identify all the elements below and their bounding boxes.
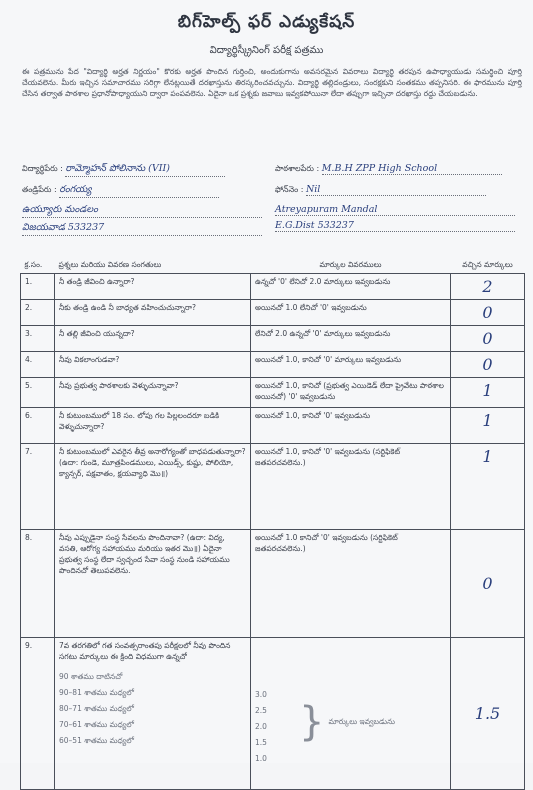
range-item: 60–51 శాతము మధ్యలో [59,736,134,745]
row-question-9 [55,638,251,790]
row-sno: 2. [21,300,55,326]
row-instruction: అయినచో 1.0, కానిచో '0' ఇవ్వబడును [251,408,451,444]
row-mark: 1 [451,444,525,530]
range-item: 90 శాతము దాటినచో [59,672,123,681]
student-field: విద్యార్థిపేరు : రామ్మోహన్ పోలినాను (VII) [22,163,272,177]
row-question: నీ తండ్రి జీవించి ఉన్నారా? [55,274,251,300]
table-row [21,408,525,444]
table-header-row [21,258,525,274]
header-marks: వచ్చిన మార్కులు [462,260,513,269]
brace-icon: } [299,699,325,745]
father-label: తండ్రిపేరు [22,185,52,194]
header-sno: క్ర.సం. [24,260,43,269]
table-row [21,530,525,638]
father-value: రంగయ్య [59,184,219,198]
row-mark: 0 [451,352,525,378]
row-mark: 0 [451,530,525,638]
address-left [22,204,272,236]
row-sno: 9. [21,638,55,790]
score-value: 3.0 [255,690,267,699]
score-value: 1.5 [255,738,267,747]
phone-field: ఫోన్‌నెం : Nil [275,184,525,196]
student-label: విద్యార్థిపేరు [22,164,58,173]
score-block [255,687,446,767]
row-instruction: అయినచో 1.0, కానిచో '0' మార్కులు ఇవ్వబడును [251,352,451,378]
row-mark: 1.5 [451,638,525,790]
page-subtitle: విద్యార్థిస్క్రీనింగ్ పరీక్ష పత్రము [209,45,324,56]
range-item: 70–61 శాతము మధ్యలో [59,720,134,729]
row-question: నీవు ఎప్పుడైనా సంస్థ సేవలను పొందినావా? (ఉదా: విద్య, వసతి, ఆరోగ్య సహాయము మరియు ఇతర మొ॥) ఏదైనా ప్రభుత్వ సంస్థ లేదా స్వచ్ఛంద సేవా సంస్థ నుండి సహాయము పొందినచో తెలుపవలెను. [55,530,251,638]
row-mark: 1 [451,378,525,408]
school-field: పాఠశాలపేరు : M.B.H ZPP High School [275,163,525,175]
range-item: 90–81 శాతము మధ్యలో [59,688,134,697]
row-question: నీ కుటుంబములో ఎవరైన తీవ్ర అనారోగ్యంతో బాధపడుతున్నారా? (ఉదా: గుండె, మూత్రపిండములు, ఎయిడ్స్, కుష్టు, పోలియో, క్యాన్సర్, పక్షవాతం, క్షయవ్యాధి మొ॥) [55,444,251,530]
row-sno: 5. [21,378,55,408]
row-question: నీ కుటుంబములో 18 సం. లోపు గల పిల్లలందరూ బడికి వెళ్ళుచున్నారా? [55,408,251,444]
row-sno: 6. [21,408,55,444]
page-title: బిగ్‌హెల్ప్ ఫర్ ఎడ్యుకేషన్ [177,12,356,32]
table-row [21,300,525,326]
range-list [59,669,246,749]
address-line1: ఉయ్యూరు మండలం [22,204,262,218]
row-question: నీవు ప్రభుత్వ పాఠశాలకు వెళ్ళుచున్నావా? [55,378,251,408]
school-value: M.B.H ZPP High School [322,163,502,175]
score-value: 2.5 [255,706,267,715]
header-question: ప్రశ్నలు మరియు వివరణ సంగతులు [58,260,162,269]
row-question: నీ తల్లి జీవించి యున్నదా? [55,326,251,352]
row9-note: మార్కులు ఇవ్వబడును [328,717,396,726]
row-question: నీవు వికలాంగుడవా? [55,352,251,378]
row-instruction: అయినచో 1.0, కానిచో (ప్రభుత్వ ఎయిడెడ్ లేదా ప్రైవేటు పాఠశాల అయినచో) '0' ఇవ్వబడును [251,378,451,408]
table-row [21,638,525,790]
row-instruction: అయినచో 1.0 కానిచో '0' ఇవ్వబడును (సర్టిఫికెట్ జతపరచవలెను.) [251,530,451,638]
row-sno: 4. [21,352,55,378]
row-question: 7వ తరగతిలో గత సంవత్సరాంతపు పరీక్షలలో నీవు పొందిన సగటు మార్కులు ఈ క్రింది విధముగా ఉన్నచో [59,641,231,661]
row-sno: 3. [21,326,55,352]
score-value: 2.0 [255,722,267,731]
row-instruction: అయినచో 1.0, కానిచో '0' ఇవ్వబడును (సర్టిఫికెట్ జతపరచవలెను.) [251,444,451,530]
address-right [275,204,525,232]
intro-paragraph: ఈ పత్రమును పేద "విద్యార్థి అర్హత నిర్ణయం" కొరకు అర్హత పొందిన గుర్తించి, అందుకుగాను అవసరమైన వివరాలు విద్యార్థి తరపున ఉపాధ్యాయుడు సమర్థించి పూర్తి చేయవలెను. మీరు ఇచ్చిన సమాచారము సరిగ్గా లేనట్లయితే దరఖాస్తును తిరస్కరించవచ్చును. విద్యార్థి తల్లిదండ్రులు, సంరక్షకుని సంతకము తప్పనిసరి. ఈ ఫారమును పూర్తి చేసిన తర్వాత పాఠశాల ప్రధానోపాధ్యాయుని ద్వారా పంపవలెను. ఏదైనా ఒక ప్రశ్నకు జవాబు ఇవ్వకపోయినా లేదా తప్పుగా ఇచ్చినా దరఖాస్తు రద్దు చేయబడును. [22,67,522,98]
row-instruction: లేనిచో 2.0 ఉన్నచో '0' మార్కులు ఇవ్వబడును [251,326,451,352]
address-right1: Atreyapuram Mandal [275,204,515,216]
row-question: నీకు తండ్రి ఉండి నీ బాధ్యత వహించుచున్నారా? [55,300,251,326]
row-instruction: అయినచో 1.0 లేనిచో '0' ఇవ్వబడును [251,300,451,326]
row-sno: 8. [21,530,55,638]
row-sno: 7. [21,444,55,530]
header-instructions: మార్కుల వివరములు [319,260,382,269]
score-value: 1.0 [255,754,267,763]
phone-label: ఫోన్‌నెం [275,185,299,194]
table-row [21,378,525,408]
father-field: తండ్రిపేరు : రంగయ్య [22,184,272,198]
row-instruction: ఉన్నచో '0' లేనిచో 2.0 మార్కులు ఇవ్వబడును [251,274,451,300]
screening-table [20,258,525,790]
phone-value: Nil [306,184,486,196]
row-mark: 0 [451,300,525,326]
table-row [21,444,525,530]
score-list [255,687,295,767]
row-mark: 2 [451,274,525,300]
row-mark: 1 [451,408,525,444]
row-mark: 0 [451,326,525,352]
table-row [21,326,525,352]
table-row [21,274,525,300]
school-label: పాఠశాలపేరు [275,164,314,173]
address-right2: E.G.Dist 533237 [275,220,515,232]
student-value: రామ్మోహన్ పోలినాను (VII) [65,163,225,177]
range-item: 80–71 శాతము మధ్యలో [59,704,134,713]
row-instruction-9 [251,638,451,790]
row-sno: 1. [21,274,55,300]
table-row [21,352,525,378]
address-line2: విజయవాడ 533237 [22,222,262,236]
